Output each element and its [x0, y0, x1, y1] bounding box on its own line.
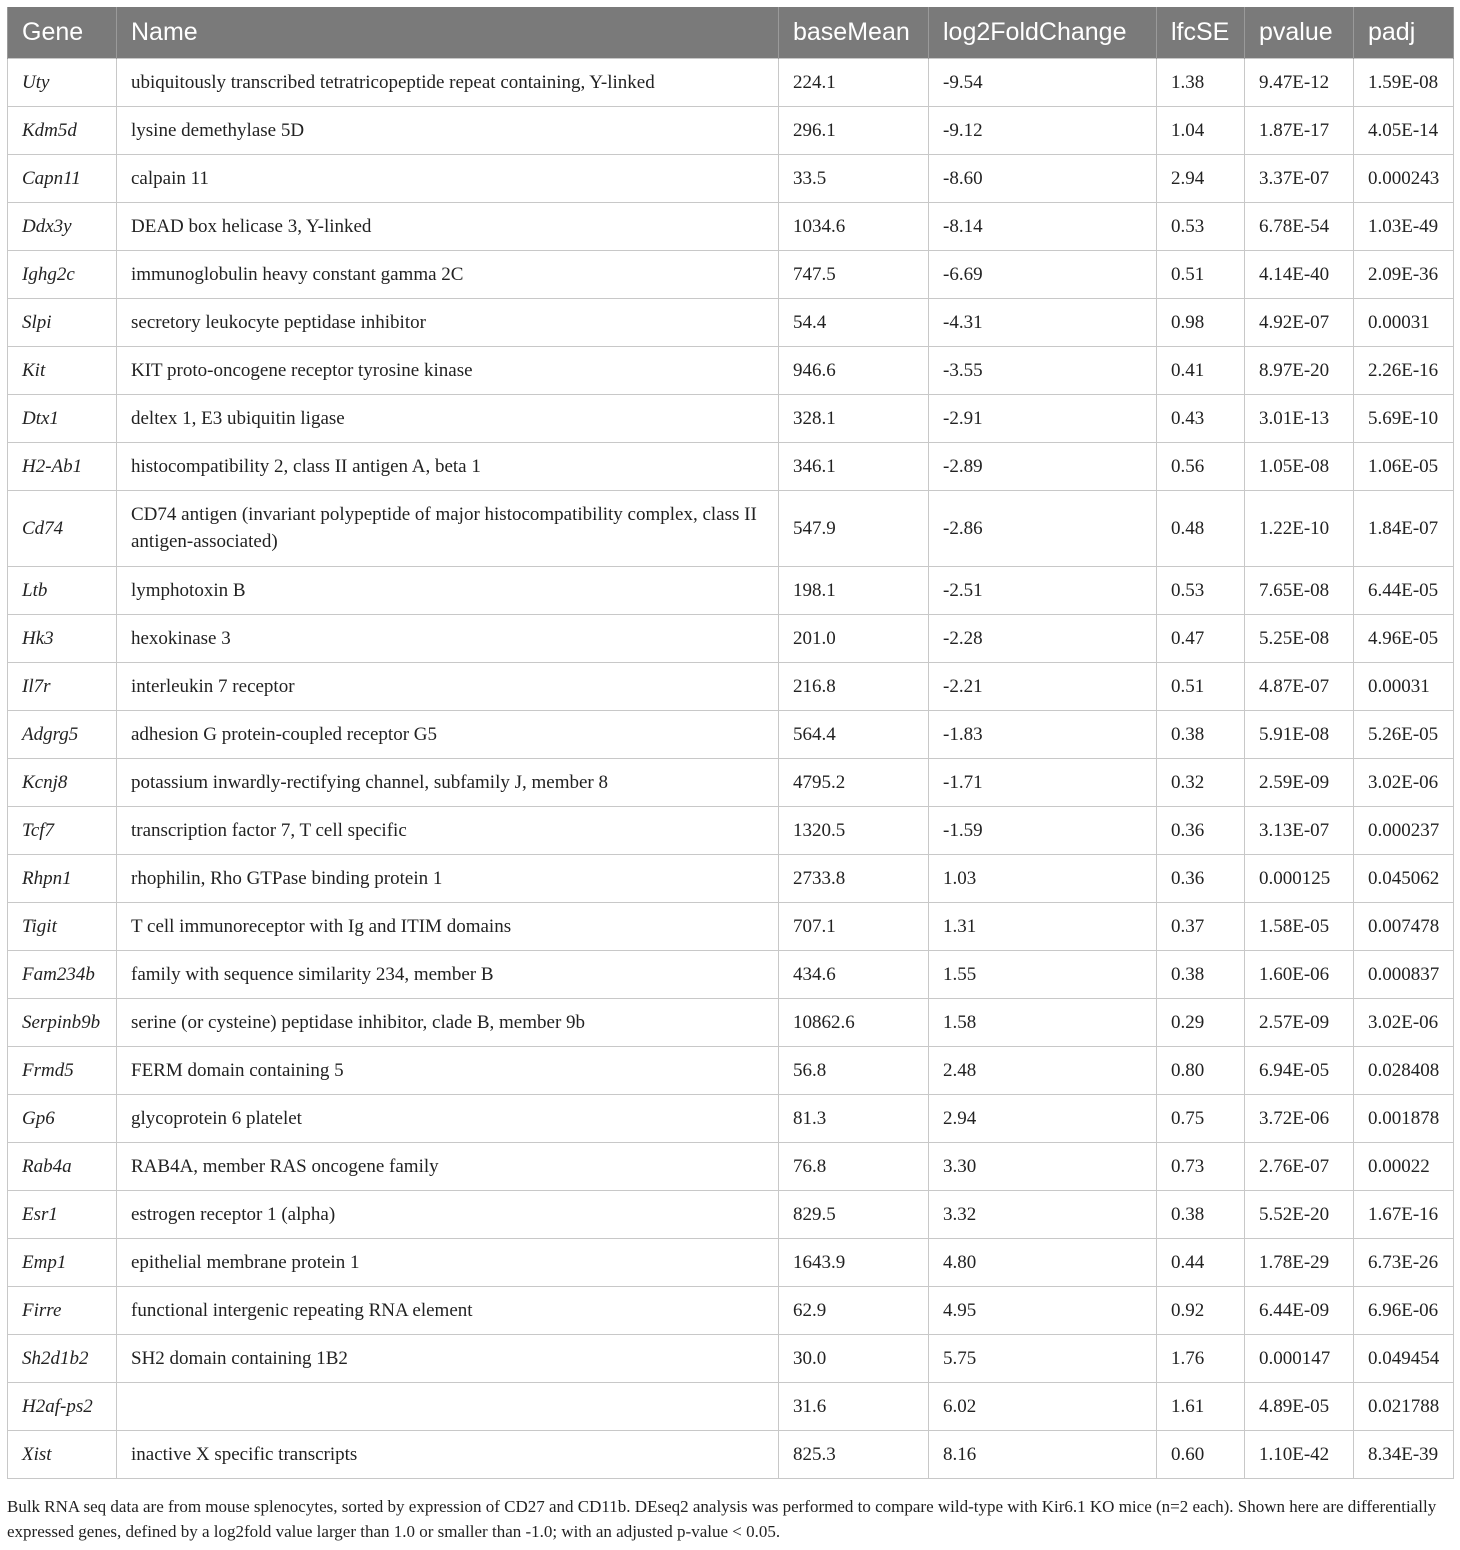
lfcse-cell: 2.94: [1157, 154, 1245, 202]
lfcse-cell: 0.92: [1157, 1286, 1245, 1334]
pvalue-cell: 9.47E-12: [1245, 58, 1354, 106]
log2foldchange-cell: 4.95: [929, 1286, 1157, 1334]
basemean-cell: 201.0: [779, 614, 929, 662]
lfcse-cell: 1.38: [1157, 58, 1245, 106]
lfcse-cell: 0.56: [1157, 442, 1245, 490]
log2foldchange-cell: 2.94: [929, 1094, 1157, 1142]
gene-cell: Hk3: [8, 614, 117, 662]
name-cell: serine (or cysteine) peptidase inhibitor, clade B, member 9b: [117, 998, 779, 1046]
gene-cell: Kcnj8: [8, 758, 117, 806]
padj-cell: 4.96E-05: [1354, 614, 1454, 662]
padj-cell: 8.34E-39: [1354, 1430, 1454, 1478]
lfcse-cell: 1.04: [1157, 106, 1245, 154]
table-row: [8, 442, 1454, 490]
pvalue-cell: 6.78E-54: [1245, 202, 1354, 250]
basemean-cell: 216.8: [779, 662, 929, 710]
table-footnote: Bulk RNA seq data are from mouse splenocytes, sorted by expression of CD27 and CD11b. DEseq2 analysis was performed to compare wild-type with Kir6.1 KO mice (n=2 each). Shown here are differentially expressed genes, defined by a log2fold value larger than 1.0 or smaller than -1.0; with an adjusted p-value < 0.05.: [7, 1497, 1437, 1541]
gene-cell: Dtx1: [8, 394, 117, 442]
table-row: [8, 1190, 1454, 1238]
lfcse-cell: 1.76: [1157, 1334, 1245, 1382]
table-row: [8, 1046, 1454, 1094]
lfcse-cell: 0.36: [1157, 806, 1245, 854]
basemean-cell: 434.6: [779, 950, 929, 998]
table-row: [8, 854, 1454, 902]
lfcse-cell: 0.47: [1157, 614, 1245, 662]
gene-cell: Tcf7: [8, 806, 117, 854]
gene-cell: Adgrg5: [8, 710, 117, 758]
padj-cell: 0.000237: [1354, 806, 1454, 854]
table-row: [8, 566, 1454, 614]
basemean-cell: 1034.6: [779, 202, 929, 250]
gene-cell: Uty: [8, 58, 117, 106]
lfcse-cell: 0.37: [1157, 902, 1245, 950]
pvalue-cell: 2.59E-09: [1245, 758, 1354, 806]
padj-cell: 0.00031: [1354, 662, 1454, 710]
gene-cell: H2-Ab1: [8, 442, 117, 490]
gene-cell: Ltb: [8, 566, 117, 614]
log2foldchange-cell: 6.02: [929, 1382, 1157, 1430]
gene-cell: Capn11: [8, 154, 117, 202]
name-cell: glycoprotein 6 platelet: [117, 1094, 779, 1142]
basemean-cell: 547.9: [779, 490, 929, 566]
padj-cell: 1.84E-07: [1354, 490, 1454, 566]
gene-cell: Tigit: [8, 902, 117, 950]
log2foldchange-cell: 3.30: [929, 1142, 1157, 1190]
pvalue-cell: 2.57E-09: [1245, 998, 1354, 1046]
lfcse-cell: 0.36: [1157, 854, 1245, 902]
pvalue-cell: 5.91E-08: [1245, 710, 1354, 758]
table-row: [8, 1094, 1454, 1142]
name-cell: secretory leukocyte peptidase inhibitor: [117, 298, 779, 346]
basemean-cell: 62.9: [779, 1286, 929, 1334]
gene-cell: Kit: [8, 346, 117, 394]
name-cell: KIT proto-oncogene receptor tyrosine kinase: [117, 346, 779, 394]
padj-cell: 5.69E-10: [1354, 394, 1454, 442]
name-cell: functional intergenic repeating RNA element: [117, 1286, 779, 1334]
lfcse-cell: 0.38: [1157, 950, 1245, 998]
lfcse-cell: 0.29: [1157, 998, 1245, 1046]
pvalue-cell: 1.58E-05: [1245, 902, 1354, 950]
gene-cell: Frmd5: [8, 1046, 117, 1094]
pvalue-cell: 1.60E-06: [1245, 950, 1354, 998]
basemean-cell: 296.1: [779, 106, 929, 154]
gene-cell: Xist: [8, 1430, 117, 1478]
table-header: [8, 7, 1454, 58]
table-row: [8, 58, 1454, 106]
name-cell: DEAD box helicase 3, Y-linked: [117, 202, 779, 250]
padj-cell: 1.59E-08: [1354, 58, 1454, 106]
pvalue-cell: 5.25E-08: [1245, 614, 1354, 662]
padj-cell: 2.09E-36: [1354, 250, 1454, 298]
pvalue-cell: 6.94E-05: [1245, 1046, 1354, 1094]
lfcse-cell: 0.51: [1157, 662, 1245, 710]
name-cell: interleukin 7 receptor: [117, 662, 779, 710]
gene-cell: Firre: [8, 1286, 117, 1334]
basemean-cell: 56.8: [779, 1046, 929, 1094]
name-cell: FERM domain containing 5: [117, 1046, 779, 1094]
basemean-cell: 81.3: [779, 1094, 929, 1142]
log2foldchange-cell: 2.48: [929, 1046, 1157, 1094]
padj-cell: 0.045062: [1354, 854, 1454, 902]
header-name: Name: [117, 7, 779, 58]
basemean-cell: 31.6: [779, 1382, 929, 1430]
pvalue-cell: 1.22E-10: [1245, 490, 1354, 566]
log2foldchange-cell: -2.21: [929, 662, 1157, 710]
table-row: [8, 998, 1454, 1046]
name-cell: calpain 11: [117, 154, 779, 202]
name-cell: epithelial membrane protein 1: [117, 1238, 779, 1286]
pvalue-cell: 4.87E-07: [1245, 662, 1354, 710]
pvalue-cell: 4.89E-05: [1245, 1382, 1354, 1430]
log2foldchange-cell: 1.55: [929, 950, 1157, 998]
log2foldchange-cell: -9.54: [929, 58, 1157, 106]
padj-cell: 6.73E-26: [1354, 1238, 1454, 1286]
name-cell: transcription factor 7, T cell specific: [117, 806, 779, 854]
pvalue-cell: 8.97E-20: [1245, 346, 1354, 394]
padj-cell: 6.44E-05: [1354, 566, 1454, 614]
padj-cell: 0.000837: [1354, 950, 1454, 998]
basemean-cell: 829.5: [779, 1190, 929, 1238]
log2foldchange-cell: 1.31: [929, 902, 1157, 950]
pvalue-cell: 2.76E-07: [1245, 1142, 1354, 1190]
lfcse-cell: 0.38: [1157, 710, 1245, 758]
pvalue-cell: 1.05E-08: [1245, 442, 1354, 490]
name-cell: SH2 domain containing 1B2: [117, 1334, 779, 1382]
basemean-cell: 4795.2: [779, 758, 929, 806]
padj-cell: 0.001878: [1354, 1094, 1454, 1142]
basemean-cell: 224.1: [779, 58, 929, 106]
lfcse-cell: 0.75: [1157, 1094, 1245, 1142]
table-row: [8, 710, 1454, 758]
gene-cell: Cd74: [8, 490, 117, 566]
lfcse-cell: 0.73: [1157, 1142, 1245, 1190]
lfcse-cell: 0.48: [1157, 490, 1245, 566]
table-row: [8, 1334, 1454, 1382]
log2foldchange-cell: 3.32: [929, 1190, 1157, 1238]
lfcse-cell: 0.60: [1157, 1430, 1245, 1478]
pvalue-cell: 5.52E-20: [1245, 1190, 1354, 1238]
padj-cell: 2.26E-16: [1354, 346, 1454, 394]
padj-cell: 0.007478: [1354, 902, 1454, 950]
name-cell: immunoglobulin heavy constant gamma 2C: [117, 250, 779, 298]
name-cell: family with sequence similarity 234, member B: [117, 950, 779, 998]
lfcse-cell: 0.80: [1157, 1046, 1245, 1094]
pvalue-cell: 4.92E-07: [1245, 298, 1354, 346]
basemean-cell: 747.5: [779, 250, 929, 298]
log2foldchange-cell: 1.58: [929, 998, 1157, 1046]
lfcse-cell: 1.61: [1157, 1382, 1245, 1430]
name-cell: adhesion G protein-coupled receptor G5: [117, 710, 779, 758]
log2foldchange-cell: -2.89: [929, 442, 1157, 490]
padj-cell: 1.67E-16: [1354, 1190, 1454, 1238]
table-row: [8, 490, 1454, 566]
pvalue-cell: 4.14E-40: [1245, 250, 1354, 298]
table-container: [7, 7, 1453, 1479]
padj-cell: 3.02E-06: [1354, 998, 1454, 1046]
basemean-cell: 707.1: [779, 902, 929, 950]
padj-cell: 4.05E-14: [1354, 106, 1454, 154]
log2foldchange-cell: -1.71: [929, 758, 1157, 806]
basemean-cell: 54.4: [779, 298, 929, 346]
basemean-cell: 2733.8: [779, 854, 929, 902]
log2foldchange-cell: 4.80: [929, 1238, 1157, 1286]
gene-cell: Ighg2c: [8, 250, 117, 298]
gene-cell: Rab4a: [8, 1142, 117, 1190]
name-cell: lysine demethylase 5D: [117, 106, 779, 154]
padj-cell: 0.000243: [1354, 154, 1454, 202]
pvalue-cell: 3.01E-13: [1245, 394, 1354, 442]
table-row: [8, 950, 1454, 998]
gene-cell: Kdm5d: [8, 106, 117, 154]
name-cell: [117, 1382, 779, 1430]
gene-cell: Esr1: [8, 1190, 117, 1238]
table-row: [8, 614, 1454, 662]
gene-cell: Il7r: [8, 662, 117, 710]
padj-cell: 5.26E-05: [1354, 710, 1454, 758]
table-row: [8, 1142, 1454, 1190]
padj-cell: 6.96E-06: [1354, 1286, 1454, 1334]
table-row: [8, 902, 1454, 950]
log2foldchange-cell: -2.86: [929, 490, 1157, 566]
log2foldchange-cell: -8.14: [929, 202, 1157, 250]
lfcse-cell: 0.51: [1157, 250, 1245, 298]
pvalue-cell: 3.37E-07: [1245, 154, 1354, 202]
name-cell: estrogen receptor 1 (alpha): [117, 1190, 779, 1238]
header-basemean: baseMean: [779, 7, 929, 58]
basemean-cell: 198.1: [779, 566, 929, 614]
pvalue-cell: 6.44E-09: [1245, 1286, 1354, 1334]
name-cell: histocompatibility 2, class II antigen A, beta 1: [117, 442, 779, 490]
padj-cell: 3.02E-06: [1354, 758, 1454, 806]
table-row: [8, 394, 1454, 442]
basemean-cell: 1320.5: [779, 806, 929, 854]
gene-cell: Gp6: [8, 1094, 117, 1142]
gene-expression-table: [7, 7, 1454, 1479]
padj-cell: 1.06E-05: [1354, 442, 1454, 490]
padj-cell: 0.00022: [1354, 1142, 1454, 1190]
header-row: [8, 7, 1454, 58]
log2foldchange-cell: 8.16: [929, 1430, 1157, 1478]
table-body: [8, 58, 1454, 1478]
lfcse-cell: 0.43: [1157, 394, 1245, 442]
header-pvalue: pvalue: [1245, 7, 1354, 58]
basemean-cell: 1643.9: [779, 1238, 929, 1286]
gene-cell: Fam234b: [8, 950, 117, 998]
gene-cell: Serpinb9b: [8, 998, 117, 1046]
header-log2foldchange: log2FoldChange: [929, 7, 1157, 58]
name-cell: CD74 antigen (invariant polypeptide of major histocompatibility complex, class II antigen-associated): [117, 490, 779, 566]
table-row: [8, 154, 1454, 202]
table-row: [8, 1382, 1454, 1430]
basemean-cell: 328.1: [779, 394, 929, 442]
padj-cell: 0.049454: [1354, 1334, 1454, 1382]
table-row: [8, 106, 1454, 154]
name-cell: RAB4A, member RAS oncogene family: [117, 1142, 779, 1190]
pvalue-cell: 1.10E-42: [1245, 1430, 1354, 1478]
table-row: [8, 1430, 1454, 1478]
pvalue-cell: 1.87E-17: [1245, 106, 1354, 154]
log2foldchange-cell: 5.75: [929, 1334, 1157, 1382]
table-row: [8, 250, 1454, 298]
basemean-cell: 33.5: [779, 154, 929, 202]
basemean-cell: 946.6: [779, 346, 929, 394]
padj-cell: 0.00031: [1354, 298, 1454, 346]
lfcse-cell: 0.32: [1157, 758, 1245, 806]
header-lfcse: lfcSE: [1157, 7, 1245, 58]
lfcse-cell: 0.53: [1157, 202, 1245, 250]
log2foldchange-cell: -1.59: [929, 806, 1157, 854]
gene-cell: Rhpn1: [8, 854, 117, 902]
name-cell: deltex 1, E3 ubiquitin ligase: [117, 394, 779, 442]
gene-cell: Sh2d1b2: [8, 1334, 117, 1382]
log2foldchange-cell: -1.83: [929, 710, 1157, 758]
log2foldchange-cell: -4.31: [929, 298, 1157, 346]
lfcse-cell: 0.53: [1157, 566, 1245, 614]
gene-cell: Slpi: [8, 298, 117, 346]
log2foldchange-cell: -8.60: [929, 154, 1157, 202]
name-cell: inactive X specific transcripts: [117, 1430, 779, 1478]
log2foldchange-cell: -3.55: [929, 346, 1157, 394]
log2foldchange-cell: 1.03: [929, 854, 1157, 902]
table-row: [8, 1286, 1454, 1334]
padj-cell: 1.03E-49: [1354, 202, 1454, 250]
name-cell: potassium inwardly-rectifying channel, subfamily J, member 8: [117, 758, 779, 806]
table-row: [8, 298, 1454, 346]
name-cell: rhophilin, Rho GTPase binding protein 1: [117, 854, 779, 902]
gene-cell: Emp1: [8, 1238, 117, 1286]
pvalue-cell: 0.000147: [1245, 1334, 1354, 1382]
lfcse-cell: 0.38: [1157, 1190, 1245, 1238]
basemean-cell: 10862.6: [779, 998, 929, 1046]
log2foldchange-cell: -9.12: [929, 106, 1157, 154]
basemean-cell: 825.3: [779, 1430, 929, 1478]
pvalue-cell: 7.65E-08: [1245, 566, 1354, 614]
basemean-cell: 564.4: [779, 710, 929, 758]
log2foldchange-cell: -2.91: [929, 394, 1157, 442]
name-cell: T cell immunoreceptor with Ig and ITIM domains: [117, 902, 779, 950]
header-padj: padj: [1354, 7, 1454, 58]
log2foldchange-cell: -2.28: [929, 614, 1157, 662]
basemean-cell: 346.1: [779, 442, 929, 490]
name-cell: ubiquitously transcribed tetratricopeptide repeat containing, Y-linked: [117, 58, 779, 106]
table-row: [8, 662, 1454, 710]
table-row: [8, 202, 1454, 250]
table-row: [8, 346, 1454, 394]
basemean-cell: 30.0: [779, 1334, 929, 1382]
log2foldchange-cell: -2.51: [929, 566, 1157, 614]
padj-cell: 0.021788: [1354, 1382, 1454, 1430]
lfcse-cell: 0.41: [1157, 346, 1245, 394]
basemean-cell: 76.8: [779, 1142, 929, 1190]
log2foldchange-cell: -6.69: [929, 250, 1157, 298]
table-row: [8, 1238, 1454, 1286]
name-cell: hexokinase 3: [117, 614, 779, 662]
gene-cell: H2af-ps2: [8, 1382, 117, 1430]
pvalue-cell: 3.13E-07: [1245, 806, 1354, 854]
pvalue-cell: 1.78E-29: [1245, 1238, 1354, 1286]
pvalue-cell: 0.000125: [1245, 854, 1354, 902]
table-row: [8, 758, 1454, 806]
header-gene: Gene: [8, 7, 117, 58]
gene-cell: Ddx3y: [8, 202, 117, 250]
table-row: [8, 806, 1454, 854]
padj-cell: 0.028408: [1354, 1046, 1454, 1094]
name-cell: lymphotoxin B: [117, 566, 779, 614]
lfcse-cell: 0.98: [1157, 298, 1245, 346]
lfcse-cell: 0.44: [1157, 1238, 1245, 1286]
pvalue-cell: 3.72E-06: [1245, 1094, 1354, 1142]
